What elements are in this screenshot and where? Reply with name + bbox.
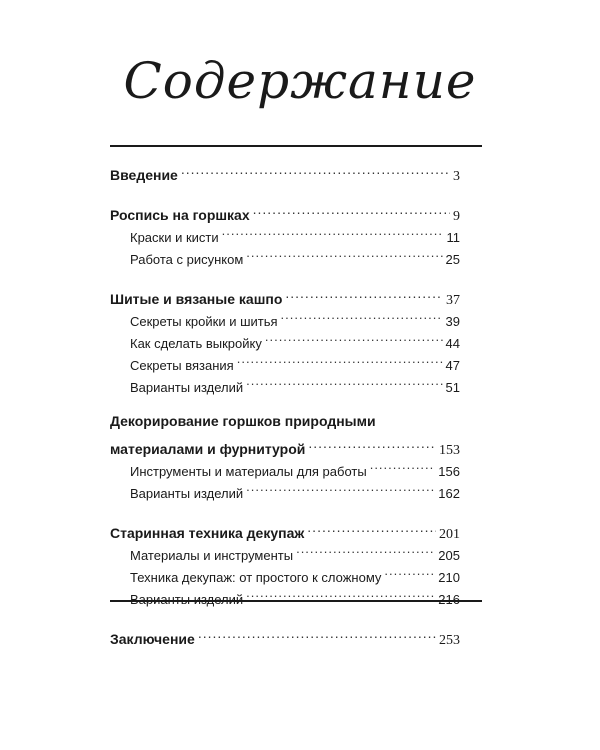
table-of-contents <box>110 150 460 648</box>
toc-entry-title: Секреты кройки и шитья <box>130 314 278 329</box>
toc-entry-title: Материалы и инструменты <box>130 548 294 563</box>
dot-leader <box>198 622 436 644</box>
toc-entry-page: 205 <box>438 548 460 563</box>
dot-leader <box>308 432 436 454</box>
dot-leader <box>384 560 435 582</box>
dot-leader <box>285 282 443 304</box>
toc-entry-main-line1[interactable] <box>110 410 460 432</box>
toc-entry-main[interactable] <box>110 622 460 648</box>
dot-leader <box>246 476 435 498</box>
toc-entry-title: материалами и фурнитурой <box>110 441 306 457</box>
toc-entry-title: Как сделать выкройку <box>130 336 262 351</box>
toc-entry-main[interactable] <box>110 158 460 184</box>
toc-entry-page: 47 <box>445 358 460 373</box>
dot-leader <box>237 348 443 370</box>
dot-leader <box>307 516 436 538</box>
toc-entry-title: Техника декупаж: от простого к сложному <box>130 570 382 585</box>
toc-entry-title: Инструменты и материалы для работы <box>130 464 367 479</box>
toc-section-natural-decor <box>110 410 460 501</box>
toc-entry-title-line1: Декорирование горшков природными <box>110 413 376 429</box>
toc-entry-page: 25 <box>445 252 460 267</box>
toc-entry-main[interactable] <box>110 198 460 224</box>
toc-entry-title: Старинная техника декупаж <box>110 525 305 541</box>
dot-leader <box>370 454 436 476</box>
toc-entry-main[interactable] <box>110 432 460 458</box>
page-title: Содержание <box>123 52 477 110</box>
toc-entry-title: Введение <box>110 167 178 183</box>
toc-entry-page: 253 <box>439 633 460 648</box>
toc-entry-title: Секреты вязания <box>130 358 234 373</box>
toc-entry-page: 210 <box>438 570 460 585</box>
dot-leader <box>222 220 444 242</box>
dot-leader <box>246 370 442 392</box>
toc-entry-main[interactable] <box>110 516 460 542</box>
toc-entry-page: 3 <box>453 169 460 184</box>
dot-leader <box>181 158 450 180</box>
toc-entry-page: 11 <box>446 230 460 245</box>
toc-entry-title: Шитые и вязаные кашпо <box>110 291 283 307</box>
toc-entry-page: 9 <box>453 209 460 224</box>
top-rule <box>110 145 482 147</box>
toc-section-sewn-knitted <box>110 282 460 395</box>
toc-section-decoupage <box>110 516 460 604</box>
dot-leader <box>265 326 443 348</box>
toc-entry-page: 153 <box>439 443 460 458</box>
toc-entry-page: 201 <box>439 527 460 542</box>
dot-leader <box>253 198 450 220</box>
toc-entry-page: 51 <box>445 380 460 395</box>
toc-entry-title: Заключение <box>110 631 195 647</box>
toc-entry-page: 162 <box>438 486 460 501</box>
toc-entry-title: Варианты изделий <box>130 486 244 501</box>
toc-entry-page: 44 <box>445 336 460 351</box>
toc-entry-page: 156 <box>438 464 460 479</box>
toc-section-painting <box>110 198 460 267</box>
toc-entry-main[interactable] <box>110 282 460 308</box>
dot-leader <box>296 538 435 560</box>
toc-section-conclusion <box>110 622 460 648</box>
toc-entry-title: Краски и кисти <box>130 230 219 245</box>
dot-leader <box>281 304 443 326</box>
toc-entry-title: Работа с рисунком <box>130 252 244 267</box>
bottom-rule <box>110 600 482 602</box>
toc-section-introduction <box>110 158 460 184</box>
dot-leader <box>246 242 442 264</box>
toc-entry-title: Роспись на горшках <box>110 207 250 223</box>
toc-entry-title: Варианты изделий <box>130 380 244 395</box>
toc-entry-page: 37 <box>446 293 460 308</box>
toc-entry-page: 39 <box>445 314 460 329</box>
